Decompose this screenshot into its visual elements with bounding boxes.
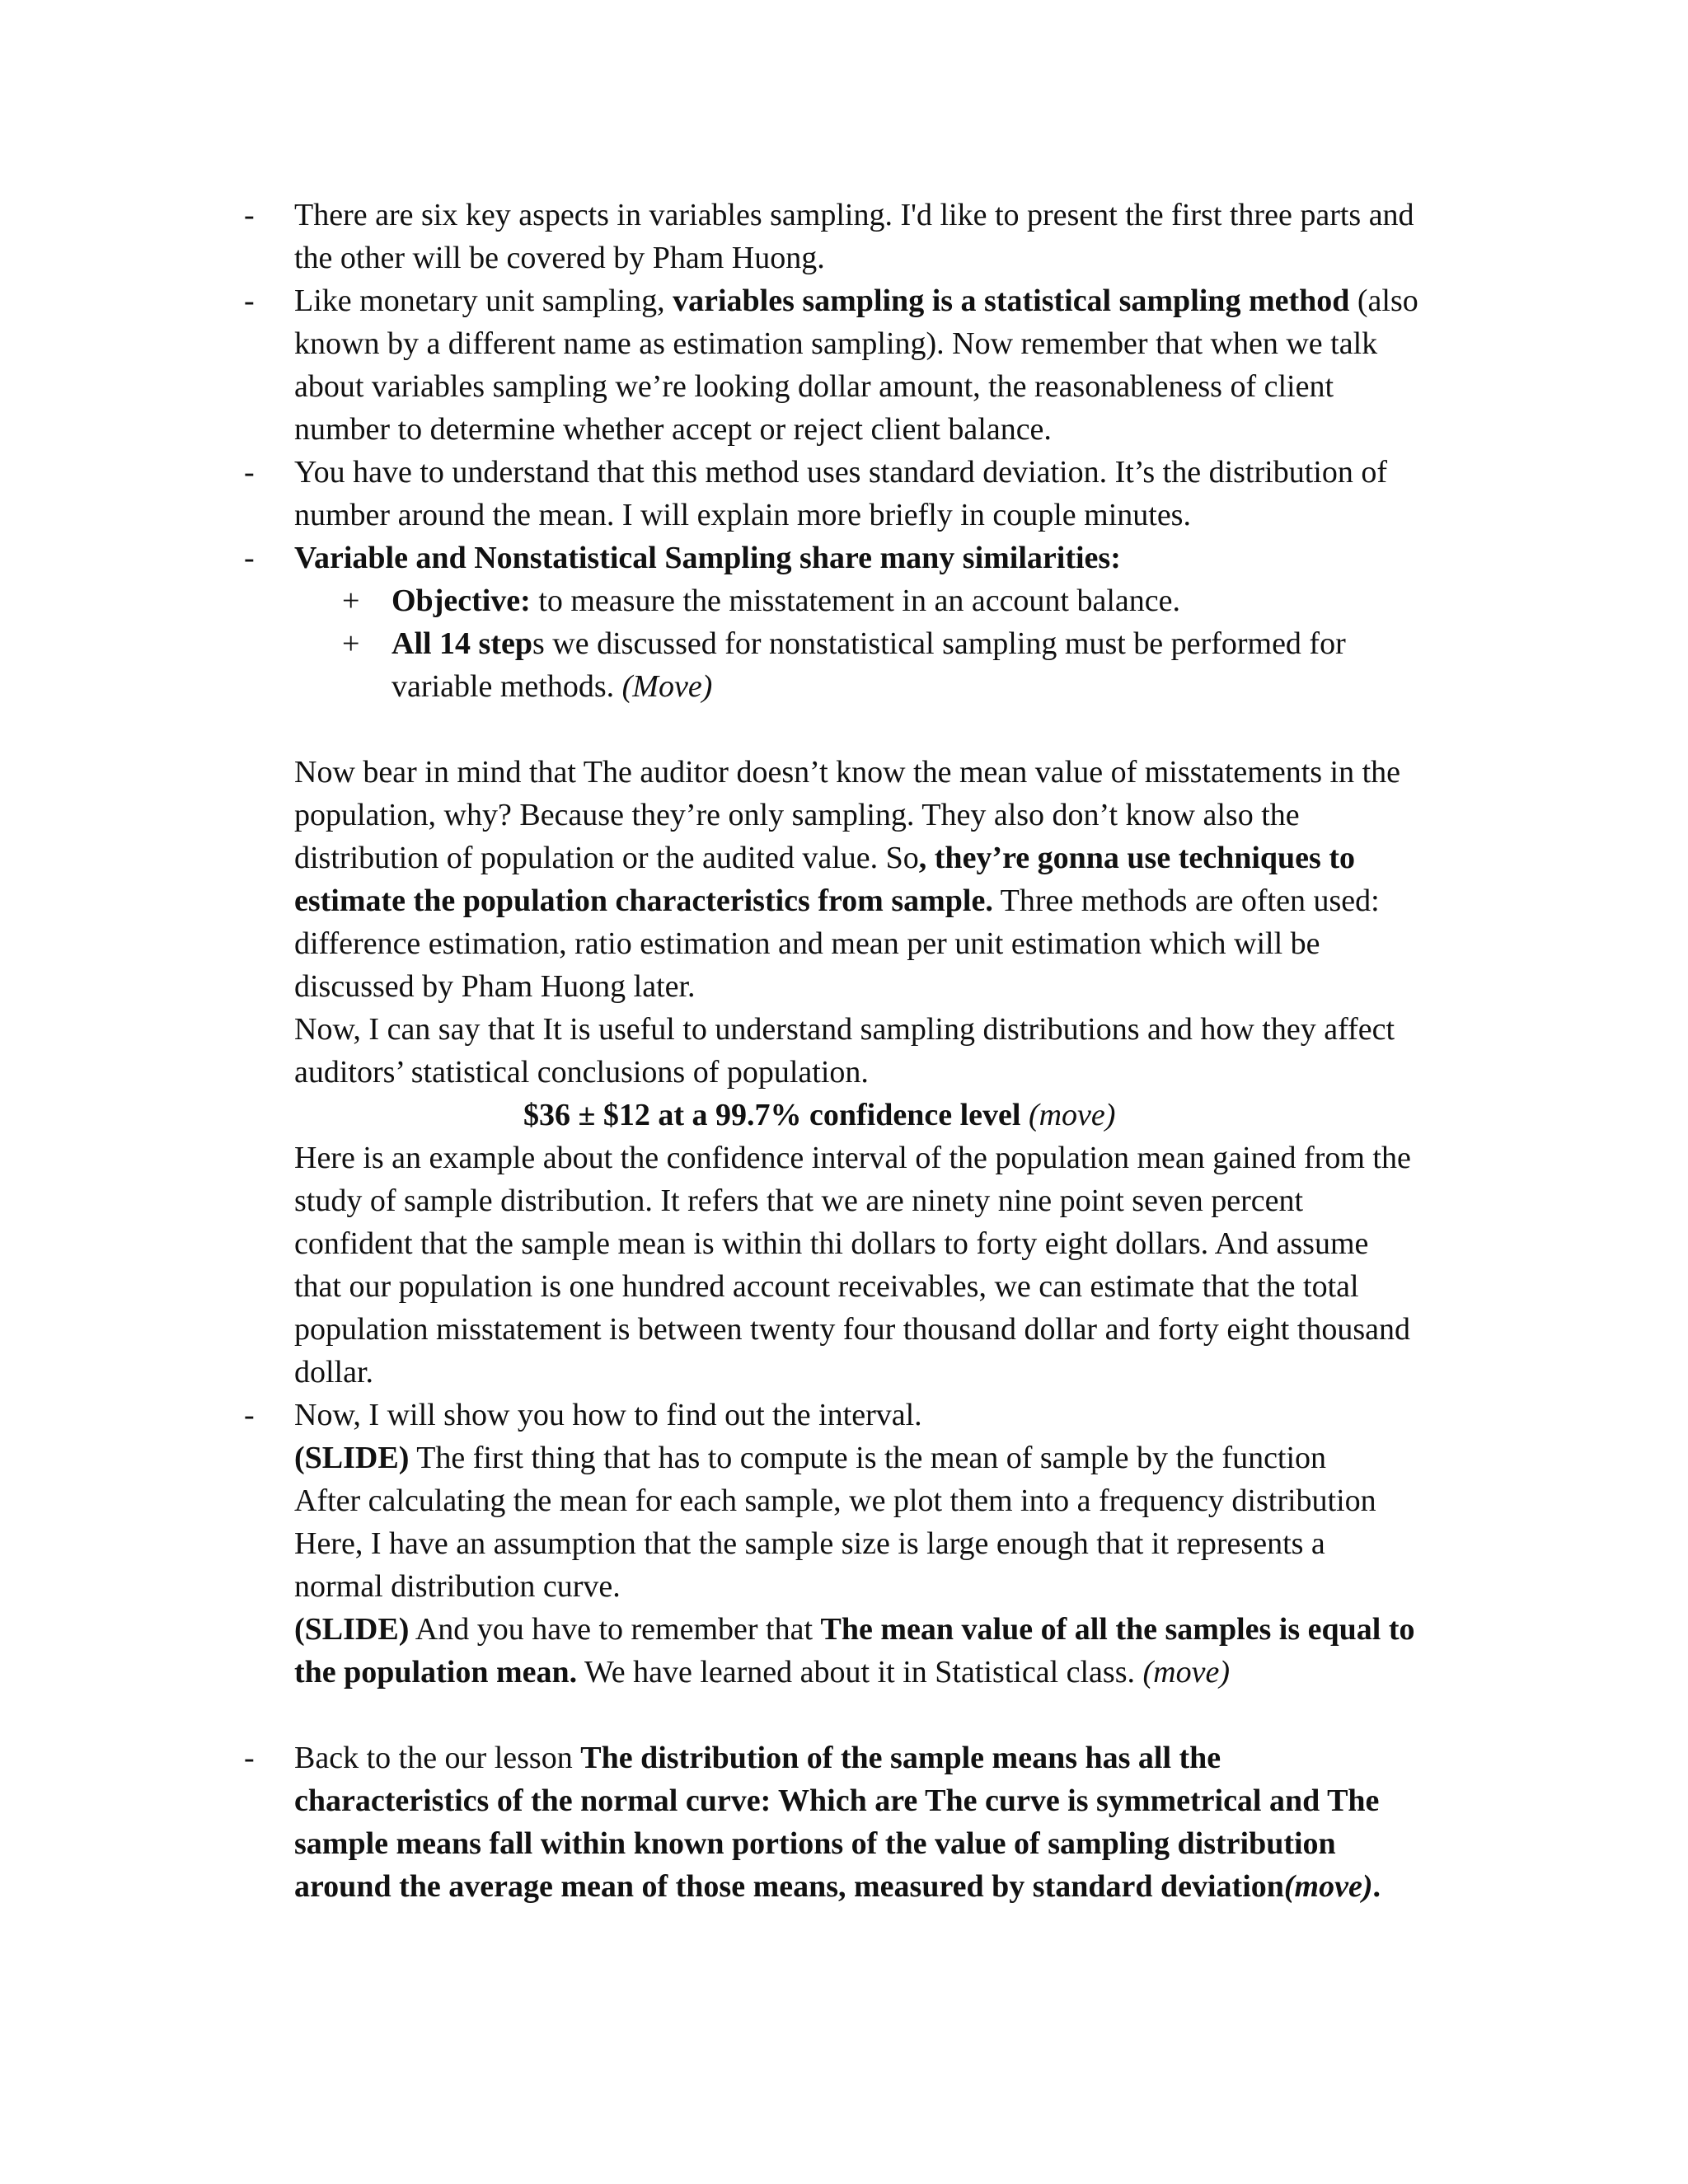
text-line: Now, I can say that It is useful to understand sampling distributions and how they affect — [294, 1012, 1395, 1047]
text-line: number around the mean. I will explain more briefly in couple minutes. — [294, 498, 1191, 532]
text-line: Here is an example about the confidence interval of the population mean gained from the — [294, 1141, 1411, 1175]
bold-span: The mean value of all the samples is equal to — [820, 1612, 1415, 1647]
text-line: known by a different name as estimation sampling). Now remember that when we talk — [294, 326, 1378, 361]
text-span: Back to the our lesson — [294, 1741, 581, 1775]
bold-span: characteristics of the normal curve: Which are The curve is symmetrical and The — [294, 1783, 1380, 1818]
text-line: normal distribution curve. — [294, 1569, 621, 1604]
bold-span: sample means fall within known portions of the value of sampling distribution — [294, 1826, 1336, 1861]
text-span: The first thing that has to compute is the mean of sample by the function — [409, 1441, 1327, 1475]
bullet-dash: - — [244, 1398, 255, 1432]
text-line — [294, 1865, 1381, 1908]
text-line: After calculating the mean for each sample, we plot them into a frequency distribution — [294, 1483, 1376, 1518]
text-line — [392, 622, 1346, 665]
text-span: We have learned about it in Statistical class. — [577, 1655, 1143, 1690]
text-span: Like monetary unit sampling, — [294, 284, 673, 318]
bold-span: The distribution of the sample means has all the — [580, 1741, 1221, 1775]
text-span: And you have to remember that — [409, 1612, 821, 1647]
text-line — [392, 665, 712, 708]
bold-span: around the average mean of those means, measured by standard deviation — [294, 1869, 1284, 1904]
text-line: study of sample distribution. It refers that we are ninety nine point seven percent — [294, 1183, 1304, 1218]
text-line — [294, 1822, 1336, 1865]
text-line: the other will be covered by Pham Huong. — [294, 241, 825, 275]
text-line: auditors’ statistical conclusions of population. — [294, 1055, 869, 1090]
text-line — [294, 1436, 1326, 1479]
text-line: about variables sampling we’re looking dollar amount, the reasonableness of client — [294, 369, 1334, 404]
bullet-dash: - — [244, 198, 255, 232]
text-line — [294, 1779, 1379, 1822]
text-line: You have to understand that this method uses standard deviation. It’s the distribution of — [294, 455, 1387, 490]
bold-span: variables sampling is a statistical sampling method — [673, 284, 1350, 318]
bold-span: All 14 step — [392, 626, 532, 661]
text-line: Now, I will show you how to find out the interval. — [294, 1398, 922, 1432]
text-line — [294, 837, 1355, 879]
text-span: (also — [1349, 284, 1418, 318]
text-line — [294, 1608, 1414, 1651]
bullet-plus: + — [342, 583, 360, 618]
bullet-plus: + — [342, 626, 360, 661]
text-line: Here, I have an assumption that the sample size is large enough that it represents a — [294, 1526, 1325, 1561]
text-line: There are six key aspects in variables sampling. I'd like to present the first three parts and — [294, 198, 1414, 232]
text-line: that our population is one hundred account receivables, we can estimate that the total — [294, 1269, 1359, 1304]
bold-span: Variable and Nonstatistical Sampling share many similarities: — [294, 541, 1121, 575]
text-line: confident that the sample mean is within thi dollars to forty eight dollars. And assume — [294, 1226, 1369, 1261]
text-span: to measure the misstatement in an account balance. — [530, 583, 1181, 618]
text-line: discussed by Pham Huong later. — [294, 969, 696, 1004]
text-span: Three methods are often used: — [992, 883, 1380, 918]
bullet-dash: - — [244, 455, 255, 490]
bold-span: Objective: — [392, 583, 531, 618]
text-line: population misstatement is between twenty four thousand dollar and forty eight thousand — [294, 1312, 1411, 1347]
italic-span: (move) — [1142, 1655, 1230, 1690]
text-span: s we discussed for nonstatistical sampling must be performed for — [532, 626, 1346, 661]
bold-span: , they’re gonna use techniques to — [918, 841, 1355, 875]
bold-italic-span: (move) — [1283, 1869, 1373, 1904]
text-line: population, why? Because they’re only sampling. They also don’t know also the — [294, 798, 1300, 832]
italic-span: (Move) — [621, 669, 713, 704]
text-line — [294, 279, 1418, 322]
bold-span: estimate the population characteristics from sample. — [294, 883, 993, 918]
text-line: Now bear in mind that The auditor doesn’t know the mean value of misstatements in the — [294, 755, 1401, 790]
bullet-dash: - — [244, 284, 255, 318]
text-span: variable methods. — [392, 669, 622, 704]
text-line — [294, 1651, 1230, 1694]
formula-line — [523, 1094, 1115, 1137]
section-heading — [294, 537, 1121, 579]
bold-span: $36 ± $12 at a 99.7% confidence level — [523, 1098, 1021, 1132]
text-line — [392, 579, 1180, 622]
bullet-dash: - — [244, 1741, 255, 1775]
bullet-dash: - — [244, 541, 255, 575]
text-line — [294, 879, 1380, 922]
text-line: number to determine whether accept or reject client balance. — [294, 412, 1052, 447]
text-span: distribution of population or the audited value. So — [294, 841, 919, 875]
text-line: difference estimation, ratio estimation and mean per unit estimation which will be — [294, 926, 1320, 961]
text-line — [294, 1736, 1221, 1779]
text-line: dollar. — [294, 1355, 374, 1390]
bold-span: (SLIDE) — [294, 1612, 410, 1647]
bold-span: . — [1372, 1869, 1381, 1904]
bold-span: (SLIDE) — [294, 1441, 410, 1475]
italic-span: (move) — [1020, 1098, 1116, 1132]
bold-span: the population mean. — [294, 1655, 578, 1690]
